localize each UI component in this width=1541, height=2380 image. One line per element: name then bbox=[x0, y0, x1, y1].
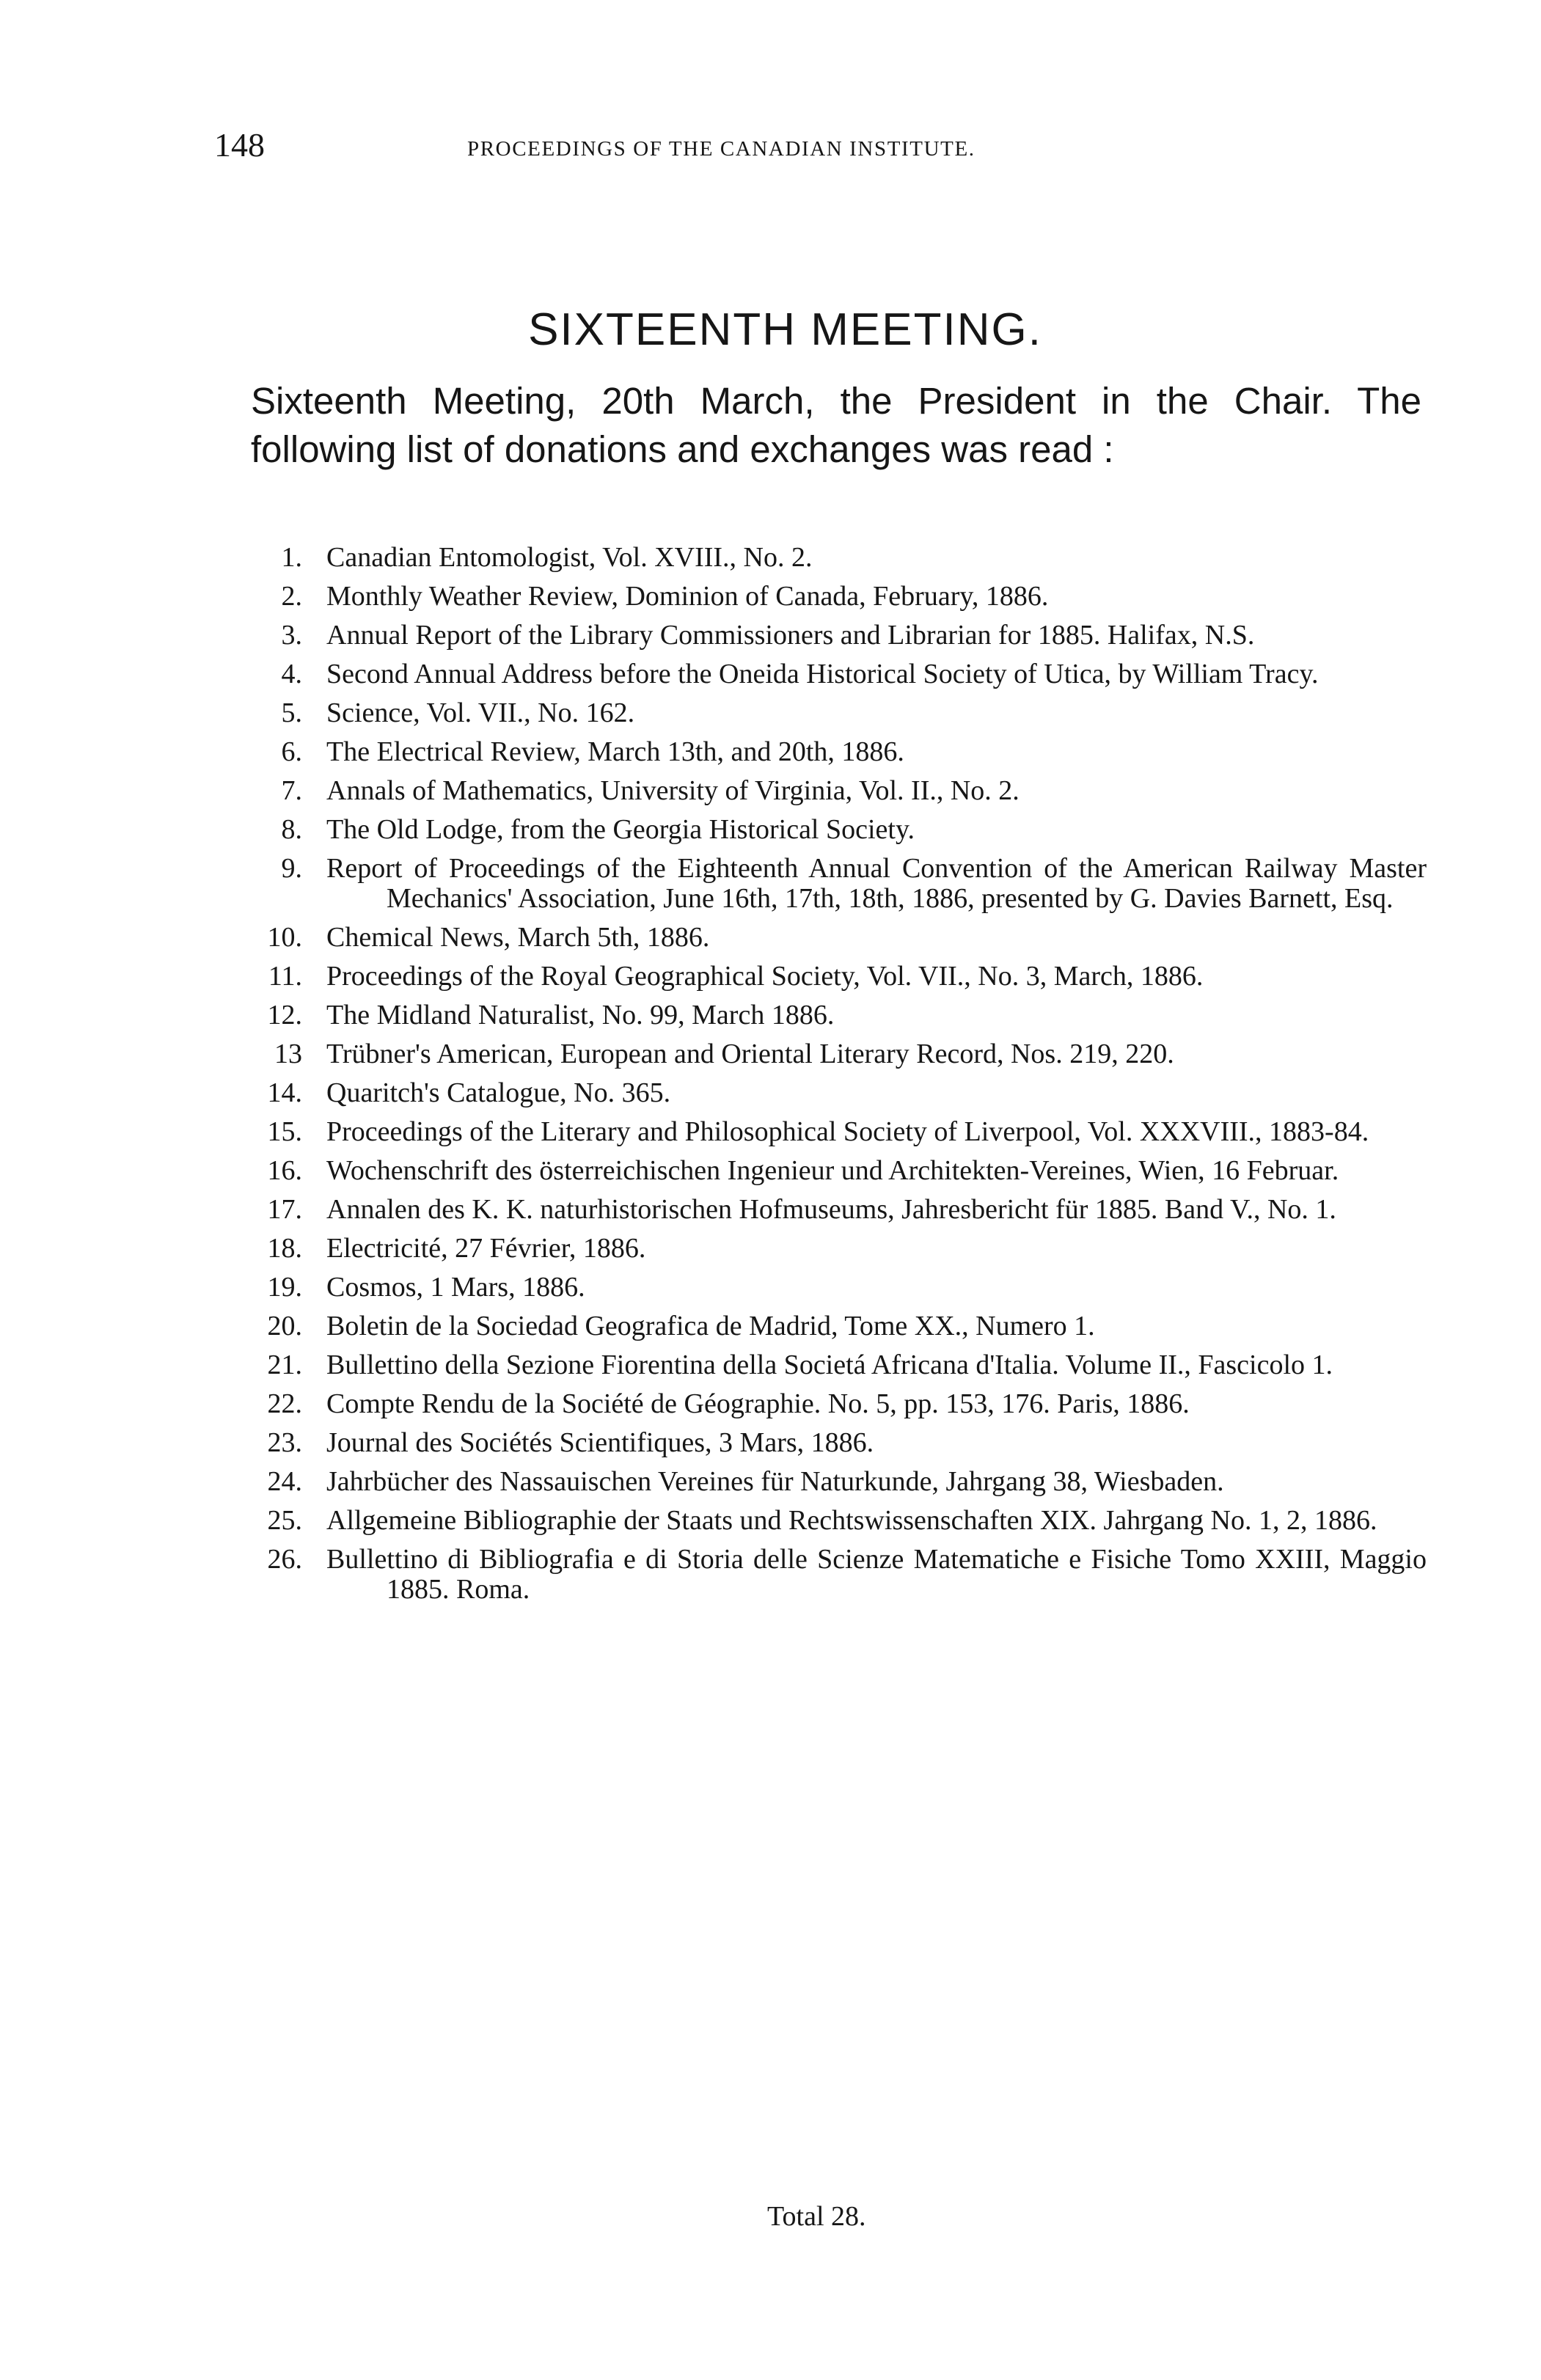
meeting-title: SIXTEENTH MEETING. bbox=[528, 304, 1042, 355]
running-head: PROCEEDINGS OF THE CANADIAN INSTITUTE. bbox=[467, 137, 976, 161]
list-item-text: Electricité, 27 Février, 1886. bbox=[326, 1233, 646, 1264]
list-item-text: Proceedings of the Royal Geographical Society, Vol. VII., No. 3, March, 1886. bbox=[326, 961, 1204, 992]
list-item bbox=[0, 1273, 1427, 1303]
list-item-text: Science, Vol. VII., No. 162. bbox=[326, 697, 635, 728]
list-item-number: 4. bbox=[281, 659, 302, 689]
list-item bbox=[0, 1506, 1427, 1536]
list-item-number: 18. bbox=[267, 1233, 302, 1264]
list-item-number: 5. bbox=[281, 697, 302, 728]
list-item-number: 7. bbox=[281, 775, 302, 806]
list-item-text: Second Annual Address before the Oneida Historical Society of Utica, by William Tracy. bbox=[326, 659, 1319, 689]
list-item-number: 13 bbox=[274, 1039, 302, 1069]
meeting-intro: Sixteenth Meeting, 20th March, the President in the Chair. The following list of donations and exchanges was read : bbox=[251, 380, 1421, 470]
list-item-text: Proceedings of the Literary and Philosophical Society of Liverpool, Vol. XXXVIII., 1883-84. bbox=[326, 1116, 1369, 1147]
list-item-number: 10. bbox=[267, 922, 302, 953]
list-item bbox=[0, 815, 1427, 845]
list-item-number: 17. bbox=[267, 1194, 302, 1225]
list-item bbox=[0, 620, 1427, 651]
list-item bbox=[0, 1195, 1427, 1225]
list-item bbox=[0, 1311, 1427, 1341]
list-item-number: 6. bbox=[281, 736, 302, 767]
list-item bbox=[0, 1389, 1427, 1419]
page-number: 148 bbox=[214, 126, 265, 164]
list-item-number: 23. bbox=[267, 1427, 302, 1458]
list-item bbox=[0, 543, 1427, 573]
list-item-number: 15. bbox=[267, 1116, 302, 1147]
list-item-text: Chemical News, March 5th, 1886. bbox=[326, 922, 710, 953]
list-item bbox=[0, 1039, 1427, 1069]
list-item bbox=[0, 659, 1427, 689]
list-item bbox=[0, 776, 1427, 806]
list-item bbox=[0, 1117, 1427, 1147]
list-item bbox=[0, 1078, 1427, 1108]
list-item bbox=[0, 962, 1427, 992]
list-item-text: Boletin de la Sociedad Geografica de Madrid, Tome XX., Numero 1. bbox=[326, 1311, 1095, 1341]
list-item-text: Monthly Weather Review, Dominion of Canada, February, 1886. bbox=[326, 581, 1049, 612]
list-item bbox=[0, 1000, 1427, 1030]
list-item bbox=[0, 923, 1427, 953]
list-item-text: The Midland Naturalist, No. 99, March 1886. bbox=[326, 1000, 835, 1030]
list-item bbox=[0, 698, 1427, 728]
list-item-number: 9. bbox=[281, 853, 302, 884]
list-item-text: Annalen des K. K. naturhistorischen Hofmuseums, Jahresbericht für 1885. Band V., No. 1. bbox=[326, 1194, 1336, 1225]
list-item-text: Allgemeine Bibliographie der Staats und Rechtswissenschaften XIX. Jahrgang No. 1, 2, 1886. bbox=[326, 1505, 1377, 1536]
donations-list bbox=[0, 543, 1541, 1614]
list-item-text: Annual Report of the Library Commissioners and Librarian for 1885. Halifax, N.S. bbox=[326, 620, 1255, 651]
list-item-text: The Electrical Review, March 13th, and 20th, 1886. bbox=[326, 736, 904, 767]
list-item-text: Wochenschrift des österreichischen Ingenieur und Architekten-Vereines, Wien, 16 Februar. bbox=[326, 1155, 1339, 1186]
list-item-text: Journal des Sociétés Scientifiques, 3 Mars, 1886. bbox=[326, 1427, 874, 1458]
list-item-number: 20. bbox=[267, 1311, 302, 1341]
list-item-text: Quaritch's Catalogue, No. 365. bbox=[326, 1077, 671, 1108]
list-item-number: 12. bbox=[267, 1000, 302, 1030]
list-item-number: 2. bbox=[281, 581, 302, 612]
list-item-text: Canadian Entomologist, Vol. XVIII., No. 2. bbox=[326, 542, 813, 573]
list-item-text: Cosmos, 1 Mars, 1886. bbox=[326, 1272, 585, 1303]
list-item-text: Trübner's American, European and Oriental Literary Record, Nos. 219, 220. bbox=[326, 1039, 1174, 1069]
list-item bbox=[0, 737, 1427, 767]
list-item-number: 1. bbox=[281, 542, 302, 573]
list-item-number: 22. bbox=[267, 1388, 302, 1419]
donations-total: Total 28. bbox=[767, 2201, 866, 2232]
list-item-number: 24. bbox=[267, 1466, 302, 1497]
list-item bbox=[0, 1545, 1427, 1605]
list-item bbox=[0, 1156, 1427, 1186]
list-item bbox=[0, 1234, 1427, 1264]
page-header bbox=[214, 123, 1417, 175]
list-item bbox=[0, 1350, 1427, 1380]
list-item-text: Report of Proceedings of the Eighteenth Annual Convention of the American Railway Master Mechanics' Association, June 16th, 17th, 18th, 1886, presented by G. Davies Barnett, Esq. bbox=[326, 853, 1427, 914]
list-item-number: 14. bbox=[267, 1077, 302, 1108]
list-item bbox=[0, 582, 1427, 612]
list-item-text: Compte Rendu de la Société de Géographie. No. 5, pp. 153, 176. Paris, 1886. bbox=[326, 1388, 1190, 1419]
list-item-text: Bullettino della Sezione Fiorentina della Societá Africana d'Italia. Volume II., Fascicolo 1. bbox=[326, 1350, 1333, 1380]
list-item-number: 3. bbox=[281, 620, 302, 651]
list-item-number: 8. bbox=[281, 814, 302, 845]
list-item-text: Bullettino di Bibliografia e di Storia delle Scienze Matematiche e Fisiche Tomo XXIII, Maggio 1885. Roma. bbox=[326, 1544, 1427, 1605]
list-item bbox=[0, 854, 1427, 914]
list-item bbox=[0, 1467, 1427, 1497]
list-item-number: 19. bbox=[267, 1272, 302, 1303]
list-item-text: Annals of Mathematics, University of Virginia, Vol. II., No. 2. bbox=[326, 775, 1020, 806]
list-item-number: 21. bbox=[267, 1350, 302, 1380]
list-item bbox=[0, 1428, 1427, 1458]
list-item-number: 16. bbox=[267, 1155, 302, 1186]
list-item-number: 26. bbox=[267, 1544, 302, 1575]
list-item-text: The Old Lodge, from the Georgia Historical Society. bbox=[326, 814, 915, 845]
list-item-text: Jahrbücher des Nassauischen Vereines für Naturkunde, Jahrgang 38, Wiesbaden. bbox=[326, 1466, 1224, 1497]
list-item-number: 11. bbox=[268, 961, 302, 992]
list-item-number: 25. bbox=[267, 1505, 302, 1536]
